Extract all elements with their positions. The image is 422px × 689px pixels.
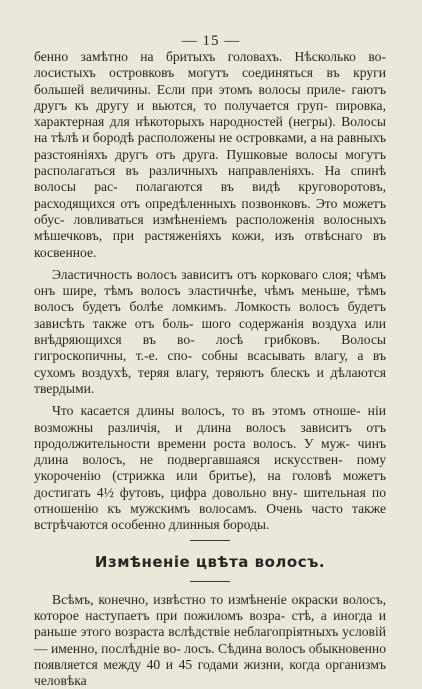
text-line: Очень часто также встрѣчаются особенно длинныя bbox=[34, 501, 386, 533]
text-line: лосъ. Сѣдина волосъ обыкновенно появляется между bbox=[34, 640, 386, 672]
text-line: островками, а на равныхъ разстояніяхъ другъ отъ bbox=[34, 130, 386, 162]
paragraph-hair-length bbox=[34, 403, 386, 533]
paragraph-color-change bbox=[34, 592, 386, 689]
text-line: стѣ, а иногда и раньше этого возраста вслѣдствіе bbox=[34, 607, 386, 640]
text-line: различныхъ направленіяхъ. На спинѣ волосы рас- bbox=[34, 163, 386, 195]
text-line: гаютъ другъ къ другу и вьются, то получается груп- bbox=[34, 81, 386, 113]
text-line: Что касается длины волосъ, то въ этомъ отноше- bbox=[52, 403, 368, 419]
text-line: Ломкость волосъ будетъ зависѣть также отъ боль- bbox=[34, 299, 386, 331]
text-line: ловливаться измѣненіемъ расположенія волосныхъ bbox=[73, 211, 386, 227]
text-line: чинъ длина волосъ, не подвергавшаяся искусствен- bbox=[34, 435, 386, 468]
text-line: неблагопріятныхъ условій — именно, послѣдніе во- bbox=[34, 624, 387, 656]
text-line: можетъ достигать 4½ футовъ, цифра довольно вну- bbox=[34, 468, 386, 500]
text-line: лосистыхъ островковъ могутъ соединяться въ круги bbox=[34, 65, 386, 81]
text-line: отъ опредѣленныхъ позвонковъ. Это можетъ обус- bbox=[34, 195, 386, 227]
section-divider bbox=[190, 540, 230, 541]
text-line: большей величины. Если при этомъ волосы приле- bbox=[34, 81, 352, 97]
text-line: бенно замѣтно на бритыхъ головахъ. Нѣсколько во- bbox=[34, 49, 386, 64]
text-line: лосѣ грибковъ. Волосы гигроскопичны, т.-е. спо- bbox=[34, 332, 386, 364]
text-line: пировка, характерная для нѣкоторыхъ народностей bbox=[34, 97, 386, 130]
text-line: полагаются въ видѣ круговоротовъ, расходящихся bbox=[34, 179, 386, 211]
page-number: — 15 — bbox=[181, 33, 241, 49]
text-line: чѣмъ меньше, тѣмъ волосъ будетъ болѣе ломкимъ. bbox=[34, 283, 386, 315]
text-line: продолжительности времени роста волосъ. У муж- bbox=[34, 435, 358, 451]
text-line: въ косвенное. bbox=[34, 228, 386, 260]
page-body bbox=[34, 49, 386, 689]
text-line: слоя; чѣмъ онъ шире, тѣмъ волосъ эластичнѣе, bbox=[34, 266, 386, 299]
paragraph-elasticity bbox=[34, 267, 386, 397]
text-line: влагу, теряютъ блескъ и дѣлаются твердыми. bbox=[34, 364, 386, 396]
section-divider bbox=[190, 581, 230, 582]
text-line: шого содержанія воздуха или внѣдряющихся въ во- bbox=[34, 315, 386, 348]
text-line: (негры). Волосы на тѣлѣ и бородѣ расположены не bbox=[34, 114, 387, 146]
text-line: пому укороченію (стрижка или бритье), на головѣ bbox=[34, 452, 386, 484]
text-line: Эластичность волосъ зависитъ отъ корковаго bbox=[52, 266, 323, 282]
text-line: бороды. bbox=[223, 517, 270, 533]
text-line: шительная по отношенію къ мужскимъ волосамъ. bbox=[34, 484, 386, 517]
text-line: друга. Пушковые волосы могутъ располагаться въ bbox=[34, 146, 386, 179]
text-line: 40 и 45 годами жизни, когда организмъ человѣка bbox=[34, 656, 386, 689]
text-line: ніи возможны различія, и длина волосъ зависитъ отъ bbox=[34, 403, 386, 435]
paragraph-hair-islands bbox=[34, 49, 386, 261]
text-line: волосъ, которое наступаетъ при пожиломъ возра- bbox=[34, 591, 386, 623]
text-line: собны всасывать влагу, а въ сухомъ воздухѣ, теряя bbox=[34, 348, 386, 380]
text-line: мѣшечковъ, при растяженіяхъ кожи, изъ отвѣснаго bbox=[34, 228, 373, 244]
text-line: Всѣмъ, конечно, извѣстно то измѣненіе окраски bbox=[52, 591, 343, 607]
section-heading: Измѣненіе цвѣта волосъ. bbox=[94, 552, 326, 571]
